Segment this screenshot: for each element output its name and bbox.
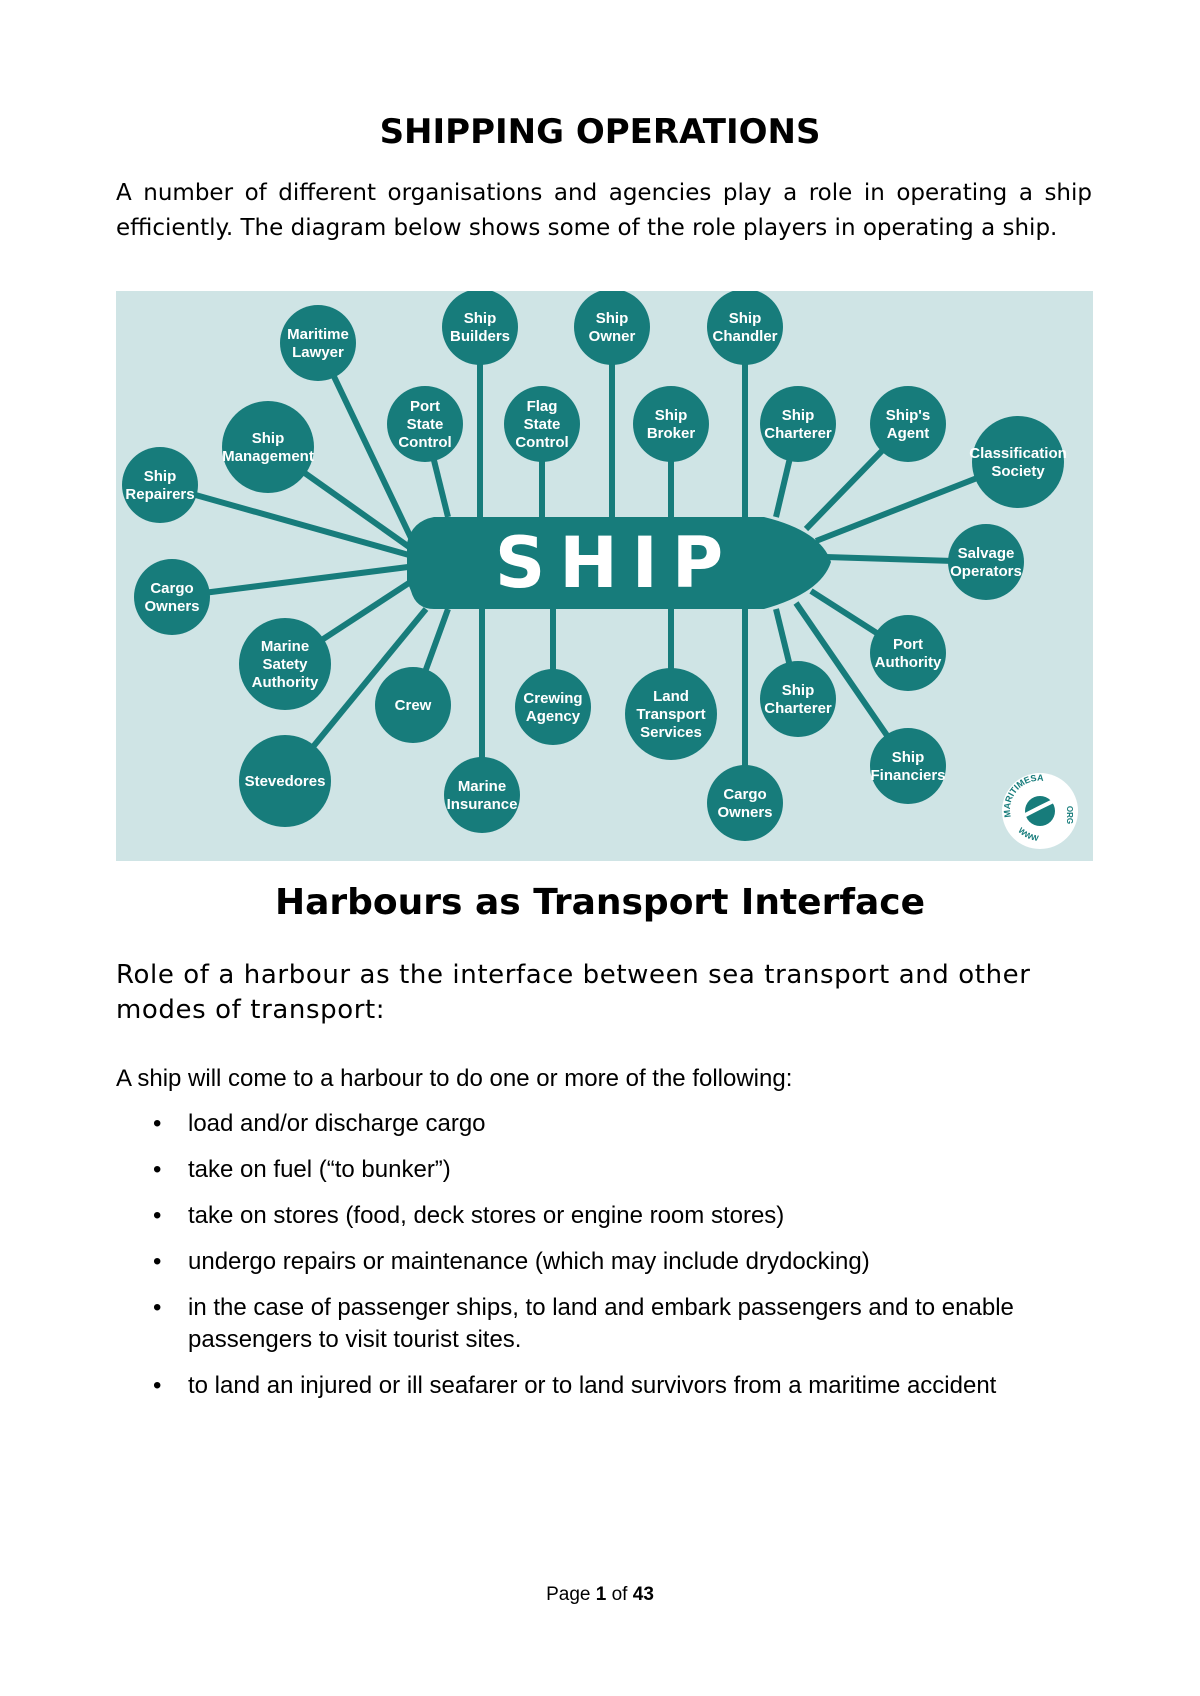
node-label: Port [410, 398, 440, 415]
node-label: Authority [251, 674, 319, 691]
node-ship-charterer-bottom [760, 661, 836, 737]
node-circle [707, 765, 783, 841]
node-label: Ship [781, 682, 815, 699]
node-crew [375, 667, 451, 743]
list-item-text: to land an injured or ill seafarer or to land survivors from a maritime accident [188, 1372, 997, 1399]
node-ship-builders [442, 291, 518, 365]
node-circle [444, 757, 520, 833]
harbour-reasons-list [116, 1108, 1096, 1416]
bullet-icon: • [153, 1202, 162, 1229]
node-label: Owners [717, 804, 773, 821]
list-item [116, 1292, 1096, 1356]
list-item [116, 1246, 1096, 1278]
node-label: Satety [262, 656, 308, 673]
list-item-text: take on fuel (“to bunker”) [188, 1156, 451, 1183]
node-circle [870, 386, 946, 462]
node-label: Ship [654, 407, 688, 424]
bullet-icon: • [153, 1372, 162, 1399]
section-subheading: Role of a harbour as the interface between sea transport and other modes of transport: [116, 960, 1031, 1025]
node-label: Classification [969, 445, 1067, 462]
list-item [116, 1370, 1096, 1402]
node-label: Services [640, 724, 702, 741]
node-ships-agent [870, 386, 946, 462]
node-ship-chandler [707, 291, 783, 365]
node-marine-safety-authority [239, 618, 331, 710]
node-circle [760, 386, 836, 462]
footer-current-page: 1 [595, 1584, 607, 1605]
node-label: Operators [950, 563, 1022, 580]
node-circle [870, 615, 946, 691]
maritimesa-logo [1002, 773, 1078, 849]
node-circle [280, 305, 356, 381]
node-label: Maritime [287, 326, 349, 343]
node-label: Ship [595, 310, 629, 327]
logo-text-side: ORG [1065, 805, 1074, 825]
node-label: Cargo [150, 580, 194, 597]
node-label: Salvage [957, 545, 1015, 562]
node-label: Transport [636, 706, 706, 723]
node-label: Land [653, 688, 689, 705]
node-label: Charterer [764, 700, 832, 717]
node-port-authority [870, 615, 946, 691]
diagram-canvas [116, 291, 1093, 861]
node-ship-broker [633, 386, 709, 462]
list-item-text: in the case of passenger ships, to land and embark passengers and to enable passengers to visit tourist sites. [188, 1294, 1014, 1353]
node-maritime-lawyer [280, 305, 356, 381]
node-circle [633, 386, 709, 462]
hub-label: SHIP [494, 522, 738, 604]
node-label: Ship [251, 430, 285, 447]
node-crewing-agency [515, 669, 591, 745]
list-item-text: take on stores (food, deck stores or engine room stores) [188, 1202, 785, 1229]
node-marine-insurance [444, 757, 520, 833]
node-label: Crew [394, 697, 432, 714]
page-footer [0, 1584, 1200, 1606]
node-label: Marine [457, 778, 507, 795]
ship-role-players-diagram [116, 291, 1093, 861]
node-label: Management [222, 448, 314, 465]
node-label: Chandler [712, 328, 778, 345]
footer-of-word: of [611, 1584, 628, 1605]
node-ship-repairers [122, 447, 198, 523]
node-label: Owner [588, 328, 636, 345]
node-label: Charterer [764, 425, 832, 442]
node-label: Lawyer [292, 344, 344, 361]
node-ship-financiers [870, 728, 946, 804]
node-label: Port [893, 636, 923, 653]
node-label: Agency [525, 708, 581, 725]
list-item [116, 1200, 1096, 1232]
node-label: Marine [260, 638, 310, 655]
bullet-icon: • [153, 1248, 162, 1275]
node-label: Ship [728, 310, 762, 327]
node-label: Stevedores [244, 773, 326, 790]
bullet-list-intro: A ship will come to a harbour to do one or more of the following: [116, 1065, 793, 1092]
node-circle [515, 669, 591, 745]
node-label: Society [991, 463, 1045, 480]
section-heading: Harbours as Transport Interface [274, 882, 926, 923]
bullet-icon: • [153, 1294, 162, 1321]
node-label: Ship [781, 407, 815, 424]
node-port-state-control [387, 386, 463, 462]
node-circle [948, 524, 1024, 600]
footer-total-pages: 43 [632, 1584, 654, 1605]
node-label: Owners [144, 598, 200, 615]
node-salvage-operators [948, 524, 1024, 600]
node-circle [222, 401, 314, 493]
node-label: Financiers [870, 767, 946, 784]
list-item-text: load and/or discharge cargo [188, 1110, 486, 1137]
node-label: Ship [143, 468, 177, 485]
node-label: Broker [646, 425, 696, 442]
node-label: Agent [886, 425, 930, 442]
node-label: State [406, 416, 444, 433]
node-label: Ship [463, 310, 497, 327]
node-circle [760, 661, 836, 737]
node-cargo-owners-left [134, 559, 210, 635]
node-label: Control [515, 434, 569, 451]
node-label: Crewing [523, 690, 583, 707]
node-label: Flag [526, 398, 558, 415]
node-flag-state-control [504, 386, 580, 462]
node-label: Cargo [723, 786, 767, 803]
node-label: Ship's [885, 407, 931, 424]
list-item [116, 1154, 1096, 1186]
node-label: Insurance [446, 796, 518, 813]
node-circle [972, 416, 1064, 508]
node-ship-management [222, 401, 314, 493]
node-circle [134, 559, 210, 635]
node-stevedores [239, 735, 331, 827]
logo-text-bottom-path: WWW [1016, 825, 1040, 844]
node-ship-charterer-top [760, 386, 836, 462]
node-cargo-owners-bottom [707, 765, 783, 841]
node-ship-owner [574, 291, 650, 365]
page-title: SHIPPING OPERATIONS [379, 112, 821, 152]
bullet-icon: • [153, 1156, 162, 1183]
node-label: Authority [874, 654, 942, 671]
footer-page-word: Page [546, 1584, 591, 1605]
node-land-transport-services [625, 668, 717, 760]
intro-paragraph: A number of different organisations and agencies play a role in operating a ship efficiently. The diagram below shows some of the role players in operating a ship. [116, 180, 1092, 241]
node-circle [122, 447, 198, 523]
node-label: Repairers [125, 486, 195, 503]
diagram-hub [407, 517, 831, 609]
node-circle [870, 728, 946, 804]
node-label: State [523, 416, 561, 433]
node-label: Builders [449, 328, 511, 345]
logo-text-top-path: MARITIMESA [1001, 772, 1044, 819]
node-label: Ship [891, 749, 925, 766]
node-label: Control [398, 434, 452, 451]
list-item [116, 1108, 1096, 1140]
bullet-icon: • [153, 1110, 162, 1137]
list-item-text: undergo repairs or maintenance (which may include drydocking) [188, 1248, 870, 1275]
